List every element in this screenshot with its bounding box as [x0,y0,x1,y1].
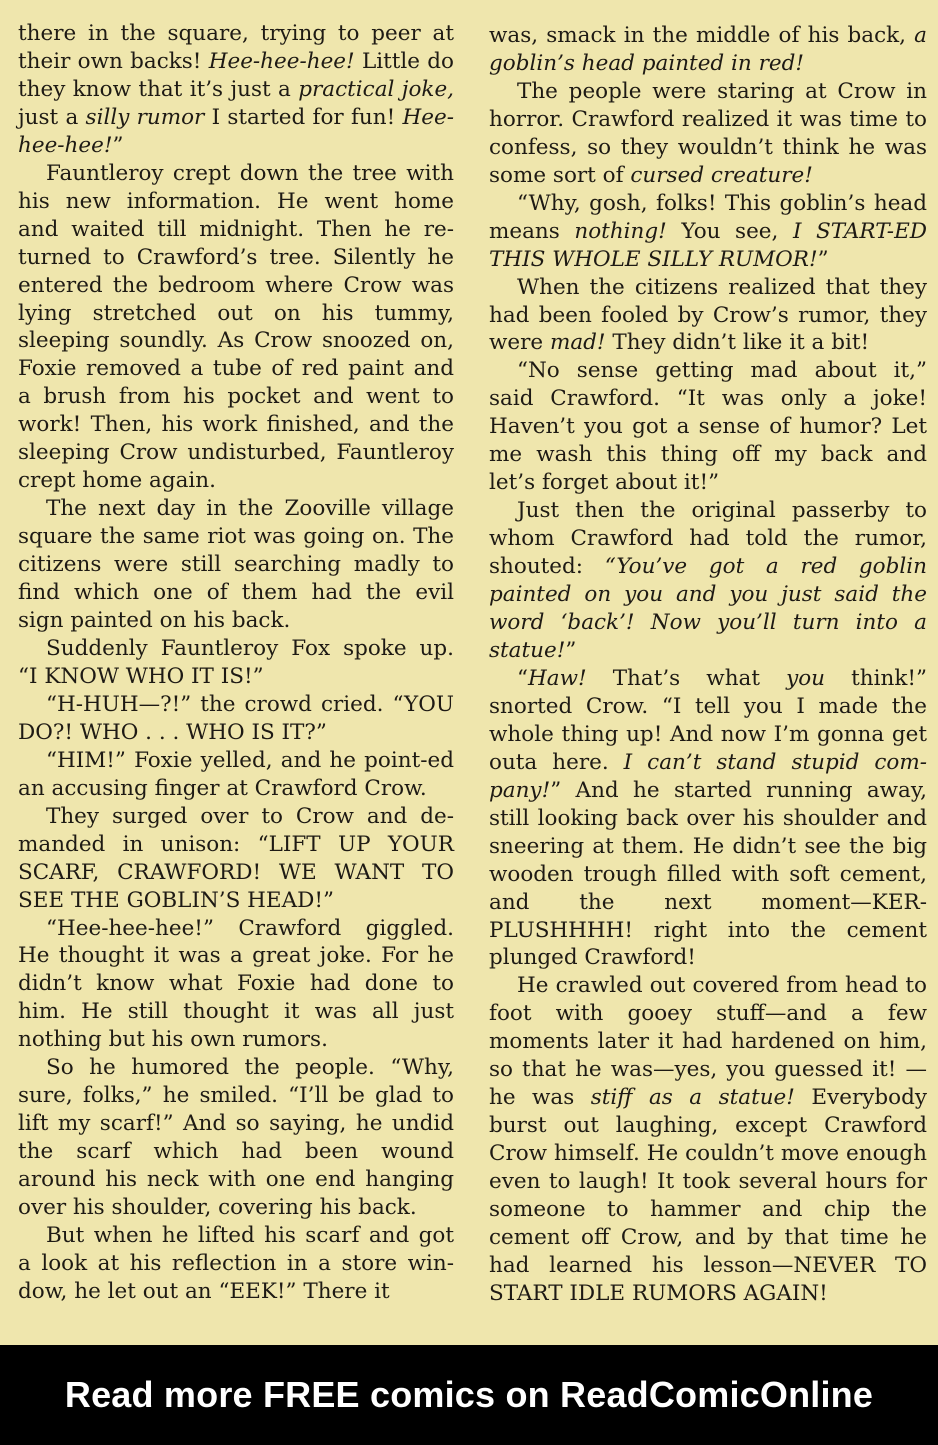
italic-text-run: practical joke, [298,76,455,102]
italic-text-run: Haw! [528,665,587,691]
text-run: They didn’t like it a bit! [605,330,870,356]
text-run: I started for fun! [204,104,403,130]
text-run: ” [565,637,577,663]
text-run: “HIM!” Foxie yelled, and he point-ed an accusing finger at Crawford Crow. [18,747,454,801]
text-run: was, smack in the middle of his back, [489,23,915,48]
text-run: just a [18,104,86,130]
text-run: When the citizens realized that they had been fooled by Crow’s rumor, they were [489,274,927,356]
italic-text-run: Hee-hee-hee! [208,48,355,74]
paragraph [489,274,927,358]
text-run: Suddenly Fauntleroy Fox spoke up. “I KNOW WHO IT IS!” [18,635,454,689]
left-text-column [18,20,454,1306]
paragraph [489,972,927,1307]
paragraph [489,22,927,78]
paragraph [18,915,454,1055]
paragraph [489,357,927,497]
paragraph [18,160,454,495]
paragraph [18,747,454,803]
text-run: there in the square, trying to peer at their own backs! [18,21,454,74]
paragraph [18,1222,454,1306]
paragraph [18,1054,454,1222]
paragraph [489,665,927,972]
italic-text-run: a goblin’s head painted in red! [489,23,927,76]
text-run: The next day in the Zooville village square the same riot was going on. The citizens were still searching madly to find which one of them had the evil sign painted on his back. [18,496,454,634]
text-run: The people were staring at Crow in horror. Crawford realized it was time to confess, so they wouldn’t think he was some sort of [489,78,927,188]
paragraph [18,495,454,635]
italic-text-run: I START-ED THIS WHOLE SILLY RUMOR! [489,218,927,272]
promo-footer-banner[interactable] [0,1345,938,1445]
text-run: You see, [666,218,793,244]
italic-text-run: you [786,665,826,691]
text-run: They surged over to Crow and de-manded in unison: “LIFT UP YOUR SCARF, CRAWFORD! WE WANT TO SEE THE GOBLIN’S HEAD!” [18,803,454,913]
paragraph [18,20,454,160]
italic-text-run: cursed creature! [630,162,813,188]
text-run: He crawled out covered from head to foot with gooey stuff—and a few moments later it had hardened on him, so that he was—yes, you guessed it! —he was [489,973,927,1111]
text-run: “No sense getting mad about it,” said Crawford. “It was only a joke! Haven’t you got a sense of humor? Let me wash this thing off my back and let’s forget about it!” [489,358,927,496]
paragraph [489,190,927,274]
paragraph [18,691,454,747]
text-run: think!” snorted Crow. “I tell you I made the whole thing up! And now I’m gonna get outa here. [489,665,927,775]
text-run: “ [517,665,528,691]
text-run: ” [817,246,829,272]
paragraph [489,78,927,190]
italic-text-run: nothing! [574,218,667,244]
text-run: Everybody burst out laughing, except Crawford Crow himself. He couldn’t move enough even to laugh! It took several hours for someone to hammer and chip the cement off Crow, and by that time he had learned his lesson—NEVER TO START IDLE RUMORS AGAIN! [489,1085,927,1306]
text-run: Fauntleroy crept down the tree with his new information. He went home and waited till midnight. Then he re-turned to Crawford’s tree. Silently he entered the bedroom where Crow was lying stretched out on his tummy, sleeping soundly. As Crow snoozed on, Foxie removed a tube of red paint and a brush from his pocket and went to work! Then, his work finished, and the sleeping Crow undisturbed, Fauntleroy crept home again. [18,160,454,494]
text-run: “Why, gosh, folks! This goblin’s head means [489,190,927,244]
paragraph [18,635,454,691]
text-run: Just then the original passerby to whom Crawford had told the rumor, shouted: [489,498,927,580]
italic-text-run: “You’ve got a red goblin painted on you and you just said the word ‘back’! Now you’ll turn into a statue! [489,554,927,663]
promo-footer-text[interactable]: Read more FREE comics on ReadComicOnline [64,1374,874,1415]
paragraph [18,803,454,915]
text-run: ” [112,132,124,158]
paragraph [489,497,927,665]
italic-text-run: silly rumor [85,104,205,130]
text-run: But when he lifted his scarf and got a look at his reflection in a store win-dow, he let out an “EEK!” There it [18,1222,454,1304]
text-run: “H-HUH—?!” the crowd cried. “YOU DO?! WHO . . . WHO IS IT?” [18,691,454,745]
italic-text-run: mad! [549,330,606,356]
text-run: So he humored the people. “Why, sure, folks,” he smiled. “I’ll be glad to lift my scarf!” And so saying, he undid the scarf which had been wound around his neck with one end hanging over his shoulder, covering his back. [18,1055,454,1221]
text-run: That’s what [586,665,787,691]
italic-text-run: I can’t stand stupid com-pany! [489,749,928,803]
text-run: Little do they know that it’s just a [18,48,454,102]
text-run: ” And he started running away, still looking back over his shoulder and sneering at them. He didn’t see the big wooden trough filled with soft cement, and the next moment—KER-PLUSHHHH! right into the cement plunged Crawford! [489,777,927,971]
italic-text-run: stiff as a statue! [590,1085,795,1111]
right-text-column [489,22,927,1308]
text-run: “Hee-hee-hee!” Crawford giggled. He thought it was a great joke. For he didn’t know what Foxie had done to him. He still thought it was all just nothing but his own rumors. [18,915,454,1053]
italic-text-run: Hee-hee-hee! [18,104,454,158]
